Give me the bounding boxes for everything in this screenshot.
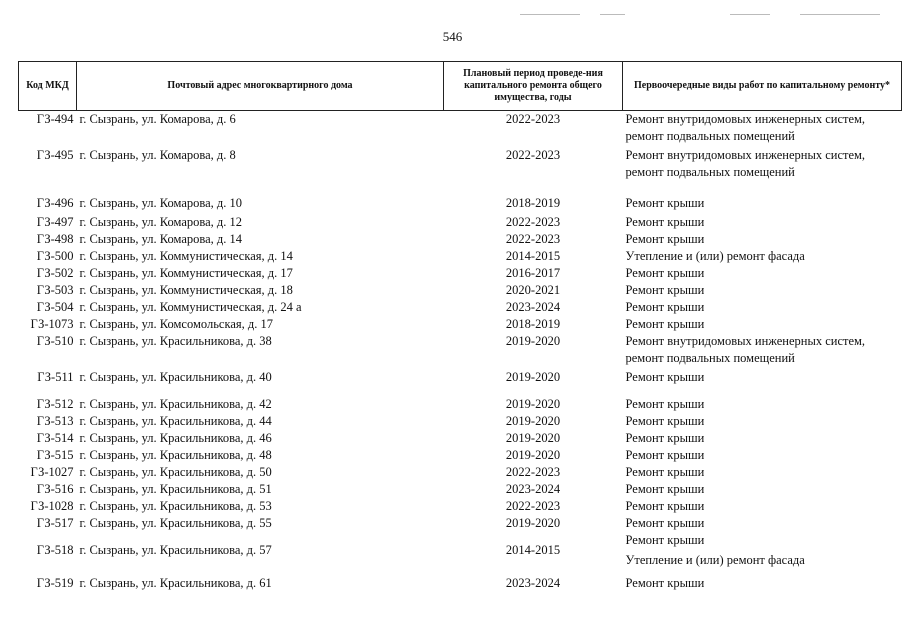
cell-code: ГЗ-494 — [36, 112, 74, 126]
cell-code: ГЗ-1028 — [30, 499, 74, 513]
cell-code: ГЗ-498 — [36, 232, 74, 246]
table-row — [19, 498, 902, 515]
cell-works — [623, 265, 902, 282]
cell-works — [623, 464, 902, 481]
cell-address: г. Сызрань, ул. Красильникова, д. 42 — [79, 397, 272, 411]
work-item: ремонт подвальных помещений — [625, 165, 795, 179]
work-item: Ремонт крыши — [625, 215, 705, 229]
cell-period: 2019-2020 — [505, 334, 561, 348]
cell-period: 2014-2015 — [505, 249, 561, 263]
cell-code: ГЗ-512 — [36, 397, 74, 411]
cell-address: г. Сызрань, ул. Красильникова, д. 57 — [79, 543, 272, 557]
cell-period: 2022-2023 — [505, 148, 561, 162]
work-item: Ремонт крыши — [625, 196, 705, 210]
cell-period: 2022-2023 — [505, 215, 561, 229]
cell-code: ГЗ-497 — [36, 215, 74, 229]
header-address: Почтовый адрес многоквартирного дома — [77, 62, 444, 111]
cell-works — [623, 430, 902, 447]
cell-works — [623, 481, 902, 498]
scan-artifact — [730, 14, 770, 15]
cell-address: г. Сызрань, ул. Красильникова, д. 48 — [79, 448, 272, 462]
scan-artifact — [600, 14, 625, 15]
work-item: Ремонт крыши — [625, 431, 705, 445]
table-header-row — [19, 62, 902, 111]
work-item: Ремонт крыши — [625, 533, 705, 547]
cell-address: г. Сызрань, ул. Комарова, д. 6 — [79, 112, 236, 126]
page-number: 546 — [442, 29, 463, 44]
cell-period: 2023-2024 — [505, 482, 561, 496]
cell-address: г. Сызрань, ул. Красильникова, д. 55 — [79, 516, 272, 530]
cell-code: ГЗ-513 — [36, 414, 74, 428]
cell-works — [623, 575, 902, 602]
table-row — [19, 214, 902, 231]
table-body — [19, 111, 902, 603]
cell-period: 2016-2017 — [505, 266, 561, 280]
cell-address: г. Сызрань, ул. Комарова, д. 12 — [79, 215, 243, 229]
cell-period: 2018-2019 — [505, 196, 561, 210]
table-row — [19, 333, 902, 369]
cell-address: г. Сызрань, ул. Красильникова, д. 53 — [79, 499, 272, 513]
cell-code: ГЗ-504 — [36, 300, 74, 314]
work-item: Ремонт внутридомовых инженерных систем, — [625, 112, 866, 126]
table-row — [19, 369, 902, 396]
table-row — [19, 248, 902, 265]
work-item: ремонт подвальных помещений — [625, 351, 795, 365]
cell-address: г. Сызрань, ул. Коммунистическая, д. 17 — [79, 266, 293, 280]
table-row — [19, 111, 902, 148]
table-row — [19, 430, 902, 447]
work-item: Утепление и (или) ремонт фасада — [625, 249, 805, 263]
cell-code: ГЗ-514 — [36, 431, 74, 445]
header-works: Первоочередные виды работ по капитальному ремонту* — [623, 62, 902, 111]
cell-period: 2022-2023 — [505, 465, 561, 479]
header-code: Код МКД — [19, 62, 77, 111]
work-item: Ремонт крыши — [625, 397, 705, 411]
cell-works — [623, 369, 902, 396]
cell-code: ГЗ-517 — [36, 516, 74, 530]
cell-works — [623, 147, 902, 195]
cell-period: 2023-2024 — [505, 300, 561, 314]
work-item: Ремонт крыши — [625, 448, 705, 462]
table-row — [19, 413, 902, 430]
cell-address: г. Сызрань, ул. Красильникова, д. 61 — [79, 576, 272, 590]
cell-works — [623, 413, 902, 430]
cell-period: 2022-2023 — [505, 232, 561, 246]
cell-period: 2019-2020 — [505, 414, 561, 428]
work-item: Ремонт внутридомовых инженерных систем, — [625, 148, 866, 162]
work-item: Ремонт крыши — [625, 300, 705, 314]
table-row — [19, 231, 902, 248]
table-row — [19, 575, 902, 602]
cell-period: 2019-2020 — [505, 370, 561, 384]
work-item: Ремонт крыши — [625, 499, 705, 513]
cell-works — [623, 396, 902, 413]
scan-artifact — [520, 14, 580, 15]
cell-works — [623, 214, 902, 231]
cell-period: 2018-2019 — [505, 317, 561, 331]
work-item: Ремонт крыши — [625, 482, 705, 496]
cell-code: ГЗ-515 — [36, 448, 74, 462]
cell-period: 2022-2023 — [505, 499, 561, 513]
table-row — [19, 515, 902, 532]
cell-address: г. Сызрань, ул. Красильникова, д. 51 — [79, 482, 272, 496]
cell-code: ГЗ-510 — [36, 334, 74, 348]
cell-address: г. Сызрань, ул. Коммунистическая, д. 14 — [79, 249, 293, 263]
cell-period: 2023-2024 — [505, 576, 561, 590]
work-item: Ремонт крыши — [625, 370, 705, 384]
cell-code: ГЗ-1027 — [30, 465, 74, 479]
table-row — [19, 532, 902, 575]
cell-works — [623, 447, 902, 464]
cell-code: ГЗ-518 — [36, 543, 74, 557]
work-item: ремонт подвальных помещений — [625, 129, 795, 143]
capital-repair-table — [18, 61, 902, 602]
cell-period: 2014-2015 — [505, 543, 561, 557]
cell-works — [623, 333, 902, 369]
work-item: Ремонт крыши — [625, 266, 705, 280]
cell-address: г. Сызрань, ул. Красильникова, д. 38 — [79, 334, 272, 348]
cell-works — [623, 231, 902, 248]
work-item: Ремонт крыши — [625, 576, 705, 590]
cell-code: ГЗ-495 — [36, 148, 74, 162]
cell-code: ГЗ-519 — [36, 576, 74, 590]
work-item: Утепление и (или) ремонт фасада — [625, 553, 805, 567]
cell-address: г. Сызрань, ул. Комарова, д. 8 — [79, 148, 236, 162]
cell-address: г. Сызрань, ул. Красильникова, д. 44 — [79, 414, 272, 428]
cell-works — [623, 299, 902, 316]
cell-period: 2022-2023 — [505, 112, 561, 126]
work-item: Ремонт крыши — [625, 283, 705, 297]
cell-code: ГЗ-496 — [36, 196, 74, 210]
header-period: Плановый период проведе-ния капитального ремонта общего имущества, годы — [444, 62, 623, 111]
cell-code: ГЗ-511 — [37, 370, 74, 384]
cell-address: г. Сызрань, ул. Красильникова, д. 50 — [79, 465, 272, 479]
work-item: Ремонт крыши — [625, 317, 705, 331]
cell-works — [623, 316, 902, 333]
cell-works — [623, 282, 902, 299]
work-item: Ремонт крыши — [625, 414, 705, 428]
cell-works — [623, 498, 902, 515]
table-row — [19, 147, 902, 195]
cell-works — [623, 515, 902, 532]
cell-address: г. Сызрань, ул. Коммунистическая, д. 18 — [79, 283, 293, 297]
cell-address: г. Сызрань, ул. Комарова, д. 10 — [79, 196, 243, 210]
table-row — [19, 396, 902, 413]
cell-address: г. Сызрань, ул. Комарова, д. 14 — [79, 232, 243, 246]
cell-period: 2019-2020 — [505, 448, 561, 462]
cell-period: 2019-2020 — [505, 516, 561, 530]
table-row — [19, 195, 902, 214]
table-row — [19, 464, 902, 481]
work-item: Ремонт крыши — [625, 516, 705, 530]
table-row — [19, 299, 902, 316]
work-item: Ремонт крыши — [625, 465, 705, 479]
cell-address: г. Сызрань, ул. Коммунистическая, д. 24 а — [79, 300, 302, 314]
cell-period: 2020-2021 — [505, 283, 561, 297]
cell-code: ГЗ-500 — [36, 249, 74, 263]
table-row — [19, 282, 902, 299]
work-item: Ремонт крыши — [625, 232, 705, 246]
cell-period: 2019-2020 — [505, 397, 561, 411]
cell-works — [623, 248, 902, 265]
table-row — [19, 447, 902, 464]
table-row — [19, 265, 902, 282]
table-row — [19, 481, 902, 498]
cell-works — [623, 111, 902, 148]
cell-address: г. Сызрань, ул. Комсомольская, д. 17 — [79, 317, 273, 331]
cell-works — [623, 195, 902, 214]
cell-address: г. Сызрань, ул. Красильникова, д. 46 — [79, 431, 272, 445]
cell-code: ГЗ-1073 — [30, 317, 74, 331]
work-item: Ремонт внутридомовых инженерных систем, — [625, 334, 866, 348]
cell-code: ГЗ-502 — [36, 266, 74, 280]
cell-works — [623, 532, 902, 575]
table-row — [19, 316, 902, 333]
scan-artifact — [800, 14, 880, 15]
cell-code: ГЗ-516 — [36, 482, 74, 496]
cell-address: г. Сызрань, ул. Красильникова, д. 40 — [79, 370, 272, 384]
cell-period: 2019-2020 — [505, 431, 561, 445]
cell-code: ГЗ-503 — [36, 283, 74, 297]
